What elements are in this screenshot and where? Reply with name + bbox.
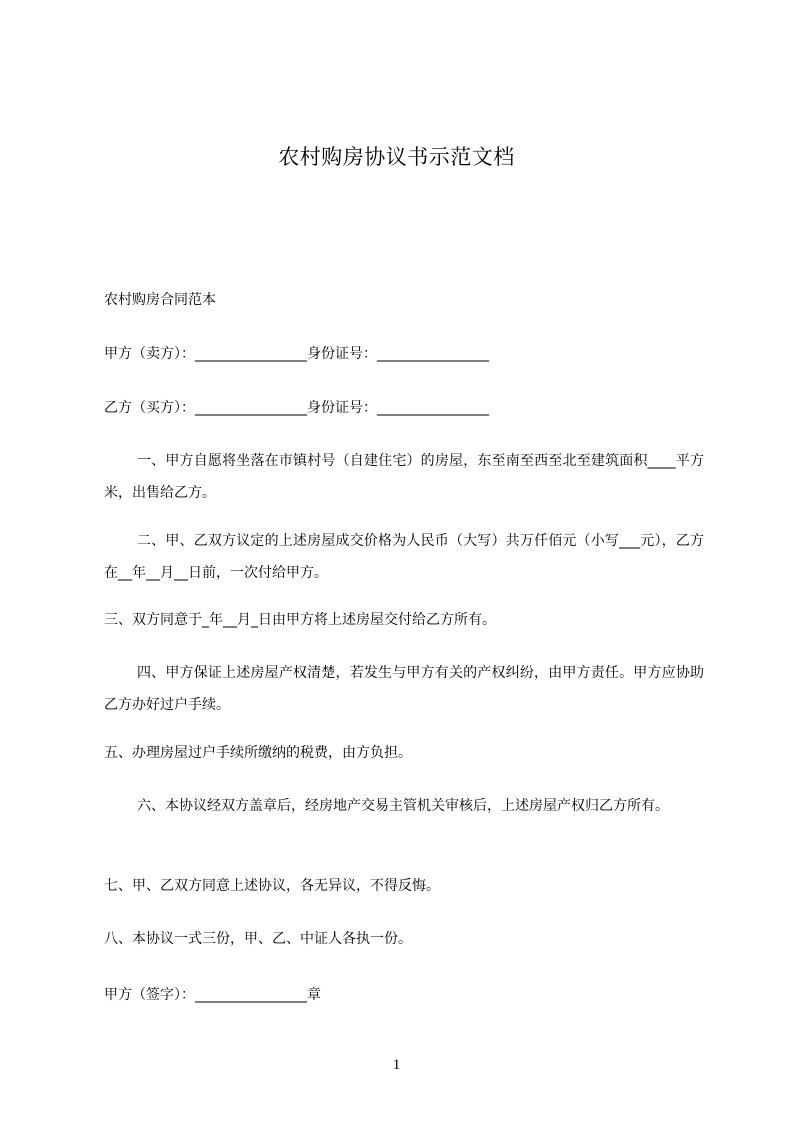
- party-a-signature-line: 甲方（签字）：________________章: [104, 987, 321, 1003]
- page-number: 1: [392, 1057, 401, 1073]
- clause-8: 八、本协议一式三份，甲、乙、中证人各执一份。: [104, 931, 412, 947]
- clause-1: 一、甲方自愿将坐落在市镇村号（自建住宅）的房屋，东至南至西至北至建筑面积____平方米，出售给乙方。: [104, 453, 704, 501]
- contract-subtitle: 农村购房合同范本: [104, 292, 216, 308]
- clause-2: 二、甲、乙双方议定的上述房屋成交价格为人民币（大写）共万仟佰元（小写___元），乙方在__年__月__日前，一次付给甲方。: [104, 533, 704, 581]
- party-a-line: 甲方（卖方）：________________身份证号：________________: [104, 346, 489, 362]
- clause-6: 六、本协议经双方盖章后，经房地产交易主管机关审核后，上述房屋产权归乙方所有。: [137, 798, 669, 814]
- clause-5: 五、办理房屋过户手续所缴纳的税费，由方负担。: [104, 745, 412, 761]
- document-title: 农村购房协议书示范文档: [278, 145, 515, 169]
- clause-4: 四、甲方保证上述房屋产权清楚，若发生与甲方有关的产权纠纷，由甲方责任。甲方应协助乙方办好过户手续。: [104, 665, 704, 713]
- party-b-line: 乙方（买方）：________________身份证号：________________: [104, 400, 489, 416]
- clause-3: 三、双方同意于_年__月_日由甲方将上述房屋交付给乙方所有。: [104, 612, 496, 628]
- clause-7: 七、甲、乙双方同意上述协议，各无异议，不得反悔。: [104, 878, 440, 894]
